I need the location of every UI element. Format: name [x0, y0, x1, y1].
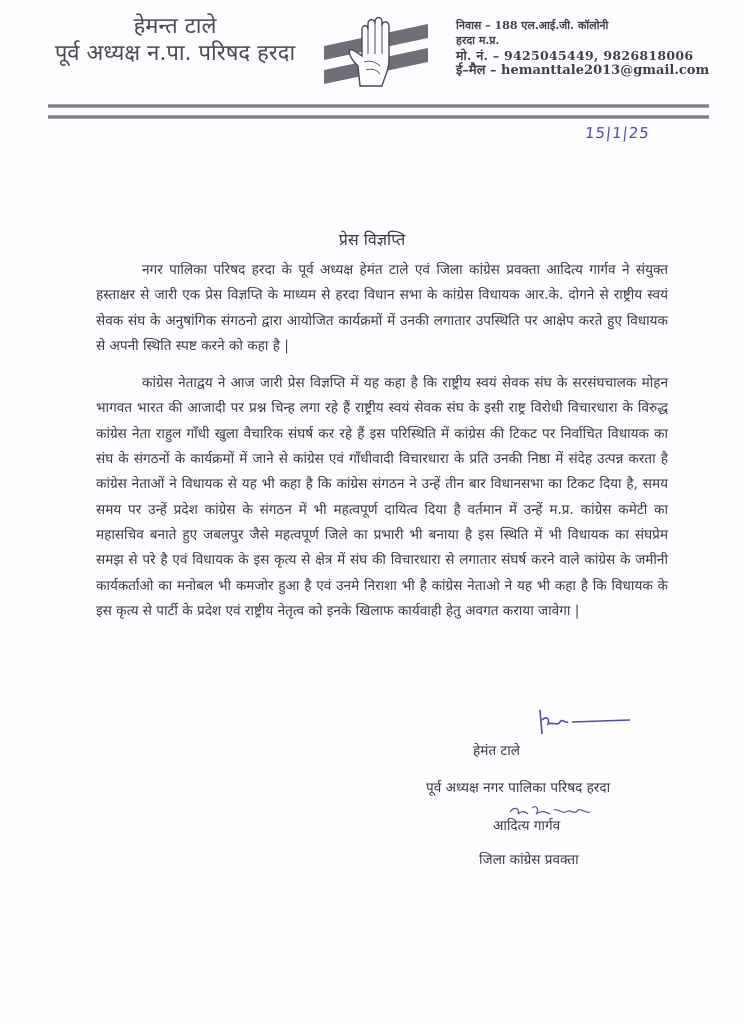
signatory-1-name: हेमंत टाले	[473, 743, 521, 759]
signatory-1-designation: पूर्व अध्यक्ष नगर पालिका परिषद हरदा	[426, 780, 611, 796]
email-address: ई–मैल – hemanttale2013@gmail.com	[456, 63, 710, 78]
letterhead-contact	[456, 18, 726, 78]
letterhead-name: हेमन्त टाले	[133, 14, 217, 39]
letterhead-title: पूर्व अध्यक्ष न.पा. परिषद हरदा	[54, 41, 296, 66]
address-line-1: निवास – 188 एल.आई.जी. कॉलोनी	[456, 19, 609, 32]
signatory-2-name: आदित्य गार्गव	[493, 818, 561, 834]
paragraph: कांग्रेस नेताद्वय ने आज जारी प्रेस विज्ञप्ति में यह कहा है कि राष्ट्रीय स्वयं सेवक संघ के सरसंघचालक मोहन भागवत भारत की आजादी पर प्रश्न चिन्ह लगा रहे हैं राष्ट्रीय स्वयं सेवक संघ के इसी राष्ट्र विरोधी विचारधारा के विरुद्ध कांग्रेस नेता राहुल गाँधी खुला वैचारिक संघर्ष कर रहे हैं इस परिस्थिति में कांग्रेस की टिकट पर निर्वाचित विधायक का संघ के संगठनों के कार्यक्रमों में जाने से कांग्रेस एवं गाँधीवादी विचारधारा के प्रति उनकी निष्ठा में संदेह उत्पन्न करता है कांग्रेस नेताओं ने विधायक से यह भी कहा है कि कांग्रेस संगठन ने उन्हें तीन बार विधानसभा का टिकट दिया है, समय समय पर उन्हें प्रदेश कांग्रेस के संगठन में भी महत्वपूर्ण दायित्व दिया है वर्तमान में उन्हें म.प्र. कांग्रेस कमेटी का महासचिव बनाते हुए जबलपुर जैसे महत्वपूर्ण जिले का प्रभारी भी बनाया है इस स्थिति में भी विधायक का संघप्रेम समझ से परे है एवं विधायक के इस कृत्य से क्षेत्र में संघ की विचारधारा से लगातार संघर्ष करने वाले कांग्रेस के जमीनी कार्यकर्ताओ का मनोबल भी कमजोर हुआ है एवं उनमे निराशा भी है कांग्रेस नेताओ ने यह भी कहा है कि विधायक के इस कृत्य से पार्टी के प्रदेश एवं राष्ट्रीय नेतृत्व को इनके खिलाफ कार्यवाही हेतु अवगत कराया जावेगा |	[96, 375, 668, 619]
letterhead-rule-top	[48, 104, 709, 108]
letterhead-left	[40, 14, 310, 68]
congress-hand-logo-icon	[320, 16, 432, 88]
document-heading: प्रेस विज्ञप्ति	[338, 230, 406, 249]
handwritten-date: 15|1|25	[584, 124, 651, 142]
signature-hemant-tale	[532, 706, 632, 736]
letterhead-rule-bottom	[48, 115, 709, 119]
press-release-body	[96, 258, 668, 636]
signatory-2-designation: जिला कांग्रेस प्रवक्ता	[479, 852, 579, 868]
address-line-2: हरदा म.प्र.	[456, 34, 500, 47]
phone-numbers: मो. नं. – 9425045449, 9826818006	[456, 48, 694, 63]
paragraph: नगर पालिका परिषद हरदा के पूर्व अध्यक्ष हेमंत टाले एवं जिला कांग्रेस प्रवक्ता आदित्य गार्गव ने संयुक्त हस्ताक्षर से जारी एक प्रेस विज्ञप्ति के माध्यम से हरदा विधान सभा के कांग्रेस विधायक आर.के. दोगने से राष्ट्रीय स्वयं सेवक संघ के अनुषांगिक संगठनो द्वारा आयोजित कार्यक्रमों में उनकी लगातार उपस्थिति पर आक्षेप करते हुए विधायक से अपनी स्थिति स्पष्ट करने को कहा है |	[96, 262, 668, 354]
